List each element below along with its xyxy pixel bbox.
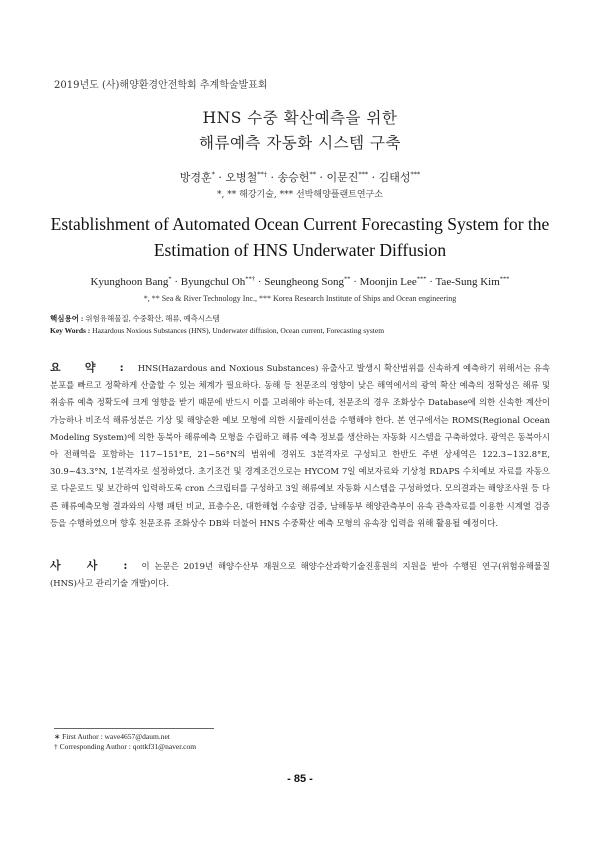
korean-author: 김태성 (378, 171, 411, 184)
author-mark: ** (343, 275, 351, 283)
author-mark: * (168, 275, 172, 283)
abstract (50, 359, 550, 532)
footnote-divider (54, 728, 214, 729)
acknowledgment (50, 557, 550, 592)
korean-author: 오병철 (225, 171, 258, 184)
author-mark: **† (245, 275, 256, 283)
korean-author: 이문진 (326, 171, 359, 184)
korean-keywords (50, 313, 220, 324)
english-affiliation: *, ** Sea & River Technology Inc., *** Korea Research Institute of Ships and Ocean engineering (143, 294, 457, 303)
conference-header: 2019년도 (사)해양환경안전학회 추계학술발표회 (54, 80, 268, 91)
english-keywords-text: Hazardous Noxious Substances (HNS), Underwater diffusion, Ocean current, Forecasting system (92, 326, 385, 335)
author-mark: *** (358, 170, 369, 179)
author-mark: *** (410, 170, 421, 179)
acknowledgment-text: 이 논문은 2019년 해양수산부 재원으로 해양수산과학기술진흥원의 지원을 받아 수행된 연구(위험유해물질(HNS)사고 관리기술 개발)이다. (50, 561, 550, 589)
page-number: - 85 - (287, 773, 313, 785)
abstract-heading: 요 약 : (50, 361, 134, 374)
author-mark: **† (257, 170, 268, 179)
english-author: Seungheong Song (264, 276, 344, 288)
korean-keywords-label: 핵심용어 : (50, 314, 84, 323)
author-mark: *** (416, 275, 427, 283)
author-mark: ** (309, 170, 316, 179)
english-keywords (50, 326, 384, 335)
korean-keywords-text: 위험유해물질, 수중확산, 해류, 예측시스템 (85, 314, 220, 323)
footnote-first-author: ∗ First Author : wave4657@daum.net (54, 732, 170, 741)
korean-authors: 방경훈* · 오병철**† · 송승헌** · 이문진*** · 김태성*** (179, 170, 421, 184)
english-title-line-2: Estimation of HNS Underwater Diffusion (153, 240, 447, 260)
english-title-line-1: Establishment of Automated Ocean Current Forecasting System for the (50, 214, 550, 234)
korean-affiliation: *, ** 해강기술, *** 선박해양플랜트연구소 (217, 190, 383, 200)
author-mark: * (211, 170, 215, 179)
footnote-corresponding-author: † Corresponding Author : qottkf31@naver.com (54, 742, 197, 751)
english-keywords-label: Key Words : (50, 326, 91, 335)
korean-title-line-2: 해류예측 자동화 시스템 구축 (199, 134, 401, 152)
english-author: Moonjin Lee (359, 276, 417, 288)
author-mark: *** (499, 275, 510, 283)
english-author: Byungchul Oh (180, 276, 246, 288)
acknowledgment-heading: 사 사 : (50, 559, 138, 572)
english-author: Tae-Sung Kim (435, 276, 500, 288)
korean-author: 송승헌 (277, 171, 310, 184)
korean-author: 방경훈 (179, 171, 212, 184)
korean-title-line-1: HNS 수중 확산예측을 위한 (202, 109, 398, 127)
english-authors: Kyunghoon Bang* · Byungchul Oh**† · Seungheong Song** · Moonjin Lee*** · Tae-Sung Kim*** (90, 275, 510, 288)
english-author: Kyunghoon Bang (90, 276, 169, 288)
abstract-text: HNS(Hazardous and Noxious Substances) 유출사고 발생시 확산범위를 신속하게 예측하기 위해서는 유속분포를 빠르고 정확하게 산출할 수 있는 체계가 필요하다. 동해 등 천문조의 영향이 낮은 해역에서의 광역 확산 예측의 정확성은 해류 및 취송류 예측 정확도에 크게 영향을 받기 때문에 반드시 이를 고려해야 하는데, 천문조의 경우 조화상수 Database에 의한 신속한 계산이 가능하나 비조석 해류성분은 기상 및 해양순환 예보 모형에 의한 시뮬레이션을 수행해야 한다. 본 연구에서는 ROMS(Regional Ocean Modeling System)에 의한 동북아 해류예측 모형을 수립하고 해류 예측 정보를 생산하는 자동화 시스템을 구축하였다. 광역은 동북아시아 전해역을 포함하는 117~151°E, 21~56°N의 범위에 경위도 3분격자로 구성되고 한반도 주변 상세역은 122.3~132.8°E, 30.9~43.3°N, 1분격자로 설정하였다. 초기조건 및 경계조건으로는 HYCOM 7일 예보자료와 기상청 RDAPS 수치예보 자료를 자동으로 다운로드 및 보간하여 입력하도록 cron 스크립터를 구성하고 3일 해류예보 자동화 시스템을 구성하였다. 모의결과는 해양조사원 등 다른 해류예측모형 결과와의 사행 패턴 비교, 표층수온, 대한해협 수송량 검증, 남해동부 해양관측부이 유속 관측자료를 이용한 시계열 검증 등을 수행하였으며 향후 천문조류 조화상수 DB와 더불어 HNS 수중확산 예측 모형의 유속장 입력을 위해 활용될 예정이다. (50, 363, 550, 528)
